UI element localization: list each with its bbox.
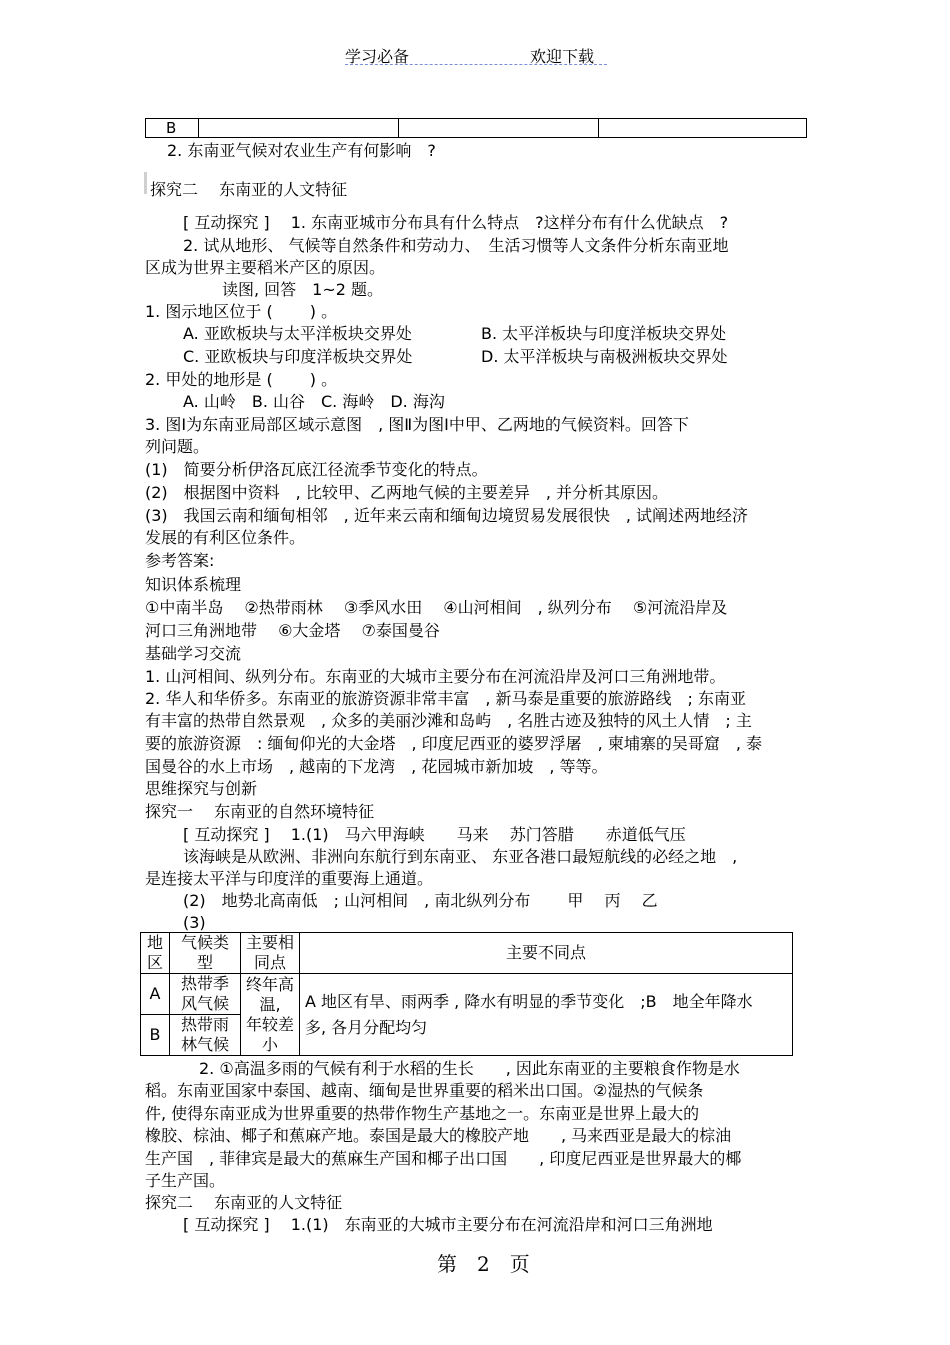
- section-heading: 探究二 东南亚的人文特征: [145, 1193, 343, 1212]
- text-line: 生产国 , 菲律宾是最大的蕉麻生产国和椰子出口国 , 印度尼西亚是世界最大的椰: [145, 1149, 742, 1168]
- options-line: A. 山岭 B. 山谷 C. 海岭 D. 海沟: [183, 392, 445, 411]
- header-difference: 主要不同点: [300, 933, 793, 974]
- top-table-cell: [599, 119, 807, 138]
- header-left: 学习必备: [345, 47, 410, 66]
- top-table: [145, 118, 807, 138]
- question-line: 2. 东南亚气候对农业生产有何影响 ?: [167, 141, 436, 160]
- top-table-cell: [199, 119, 399, 138]
- region-b: B: [141, 1015, 170, 1056]
- section-heading: 探究一 东南亚的自然环境特征: [145, 802, 375, 821]
- text-line: [ 互动探究 ] 1.(1) 东南亚的大城市主要分布在河流沿岸和河口三角洲地: [183, 1215, 713, 1234]
- text-line: 子生产国。: [145, 1171, 226, 1190]
- text-line: 发展的有利区位条件。: [145, 528, 306, 547]
- top-table-cell: [399, 119, 599, 138]
- header-type: 气候类 型: [170, 933, 241, 974]
- text-line: 是连接太平洋与印度洋的重要海上通道。: [145, 869, 434, 888]
- text-line: 2. 试从地形、 气候等自然条件和劳动力、 生活习惯等人文条件分析东南亚地: [183, 236, 729, 255]
- region-a: A: [141, 974, 170, 1015]
- section-marker: [144, 172, 147, 194]
- text-line: 1. 山河相间、纵列分布。东南亚的大城市主要分布在河流沿岸及河口三角洲地带。: [145, 667, 726, 686]
- text-line: 有丰富的热带自然景观 , 众多的美丽沙滩和岛屿 , 名胜古迹及独特的风土人情 ; 主: [145, 711, 752, 730]
- difference-description: A 地区有旱、雨两季 , 降水有明显的季节变化 ;B 地全年降水 多, 各月分配均匀: [300, 974, 793, 1056]
- text-line: (3) 我国云南和缅甸相邻 , 近年来云南和缅甸边境贸易发展很快 , 试阐述两地经济: [145, 506, 749, 525]
- question-line: 3. 图Ⅰ为东南亚局部区域示意图 , 图Ⅱ为图Ⅰ中甲、乙两地的气候资料。回答下: [145, 415, 689, 434]
- text-line: (2) 根据图中资料 , 比较甲、乙两地气候的主要差异 , 并分析其原因。: [145, 483, 669, 502]
- text-line: ①中南半岛 ②热带雨林 ③季风水田 ④山河相间 , 纵列分布 ⑤河流沿岸及: [145, 598, 728, 617]
- text-line: (3): [183, 913, 206, 932]
- text-line: (1) 简要分析伊洛瓦底江径流季节变化的特点。: [145, 460, 488, 479]
- question-line: 1. 图示地区位于 ( ) 。: [145, 302, 338, 321]
- text-line: 国曼谷的水上市场 , 越南的下龙湾 , 花园城市新加坡 , 等等。: [145, 757, 608, 776]
- option-b: B. 太平洋板块与印度洋板块交界处: [481, 324, 727, 343]
- text-line: 橡胶、棕油、椰子和蕉麻产地。泰国是最大的橡胶产地 , 马来西亚是最大的棕油: [145, 1126, 732, 1145]
- type-b: 热带雨 林气候: [170, 1015, 241, 1056]
- text-line: 区成为世界主要稻米产区的原因。: [145, 258, 386, 277]
- header-region: 地 区: [141, 933, 170, 974]
- text-line: 该海峡是从欧洲、非洲向东航行到东南亚、 东亚各港口最短航线的必经之地 ,: [183, 847, 738, 866]
- common-features: 终年高 温, 年较差 小: [241, 974, 300, 1056]
- subheading: 知识体系梳理: [145, 575, 242, 594]
- text-line: 读图, 回答 1~2 题。: [222, 280, 384, 299]
- text-line: 稻。东南亚国家中泰国、越南、缅甸是世界重要的稻米出口国。②湿热的气候条: [145, 1081, 704, 1100]
- text-line: 河口三角洲地带 ⑥大金塔 ⑦泰国曼谷: [145, 621, 440, 640]
- option-c: C. 亚欧板块与印度洋板块交界处: [183, 347, 413, 366]
- text-line: 件, 使得东南亚成为世界重要的热带作物生产基地之一。东南亚是世界上最大的: [145, 1104, 700, 1123]
- text-line: [ 互动探究 ] 1. 东南亚城市分布具有什么特点 ?这样分布有什么优缺点 ?: [183, 213, 729, 232]
- type-a: 热带季 风气候: [170, 974, 241, 1015]
- top-table-row-label: B: [146, 119, 199, 138]
- text-line: 2. ①高温多雨的气候有利于水稻的生长 , 因此东南亚的主要粮食作物是水: [199, 1059, 740, 1078]
- option-a: A. 亚欧板块与太平洋板块交界处: [183, 324, 412, 343]
- section-heading: 探究二 东南亚的人文特征: [150, 180, 348, 199]
- text-line: 2. 华人和华侨多。东南亚的旅游资源非常丰富 , 新马泰是重要的旅游路线 ; 东南亚: [145, 689, 747, 708]
- header-right: 欢迎下载: [530, 47, 595, 66]
- question-line: 2. 甲处的地形是 ( ) 。: [145, 370, 338, 389]
- climate-table: [140, 932, 793, 1056]
- text-line: [ 互动探究 ] 1.(1) 马六甲海峡 马来 苏门答腊 赤道低气压: [183, 825, 686, 844]
- subheading: 思维探究与创新: [145, 779, 258, 798]
- text-line: 要的旅游资源 : 缅甸仰光的大金塔 , 印度尼西亚的婆罗浮屠 , 柬埔寨的吴哥窟 , 泰: [145, 734, 762, 753]
- answers-heading: 参考答案:: [145, 551, 215, 570]
- header-underline: [345, 64, 607, 65]
- text-line: (2) 地势北高南低 ; 山河相间 , 南北纵列分布 甲 丙 乙: [183, 891, 658, 910]
- subheading: 基础学习交流: [145, 644, 242, 663]
- page-number: 第 2 页: [437, 1252, 530, 1276]
- option-d: D. 太平洋板块与南极洲板块交界处: [481, 347, 728, 366]
- header-common: 主要相 同点: [241, 933, 300, 974]
- text-line: 列问题。: [145, 437, 210, 456]
